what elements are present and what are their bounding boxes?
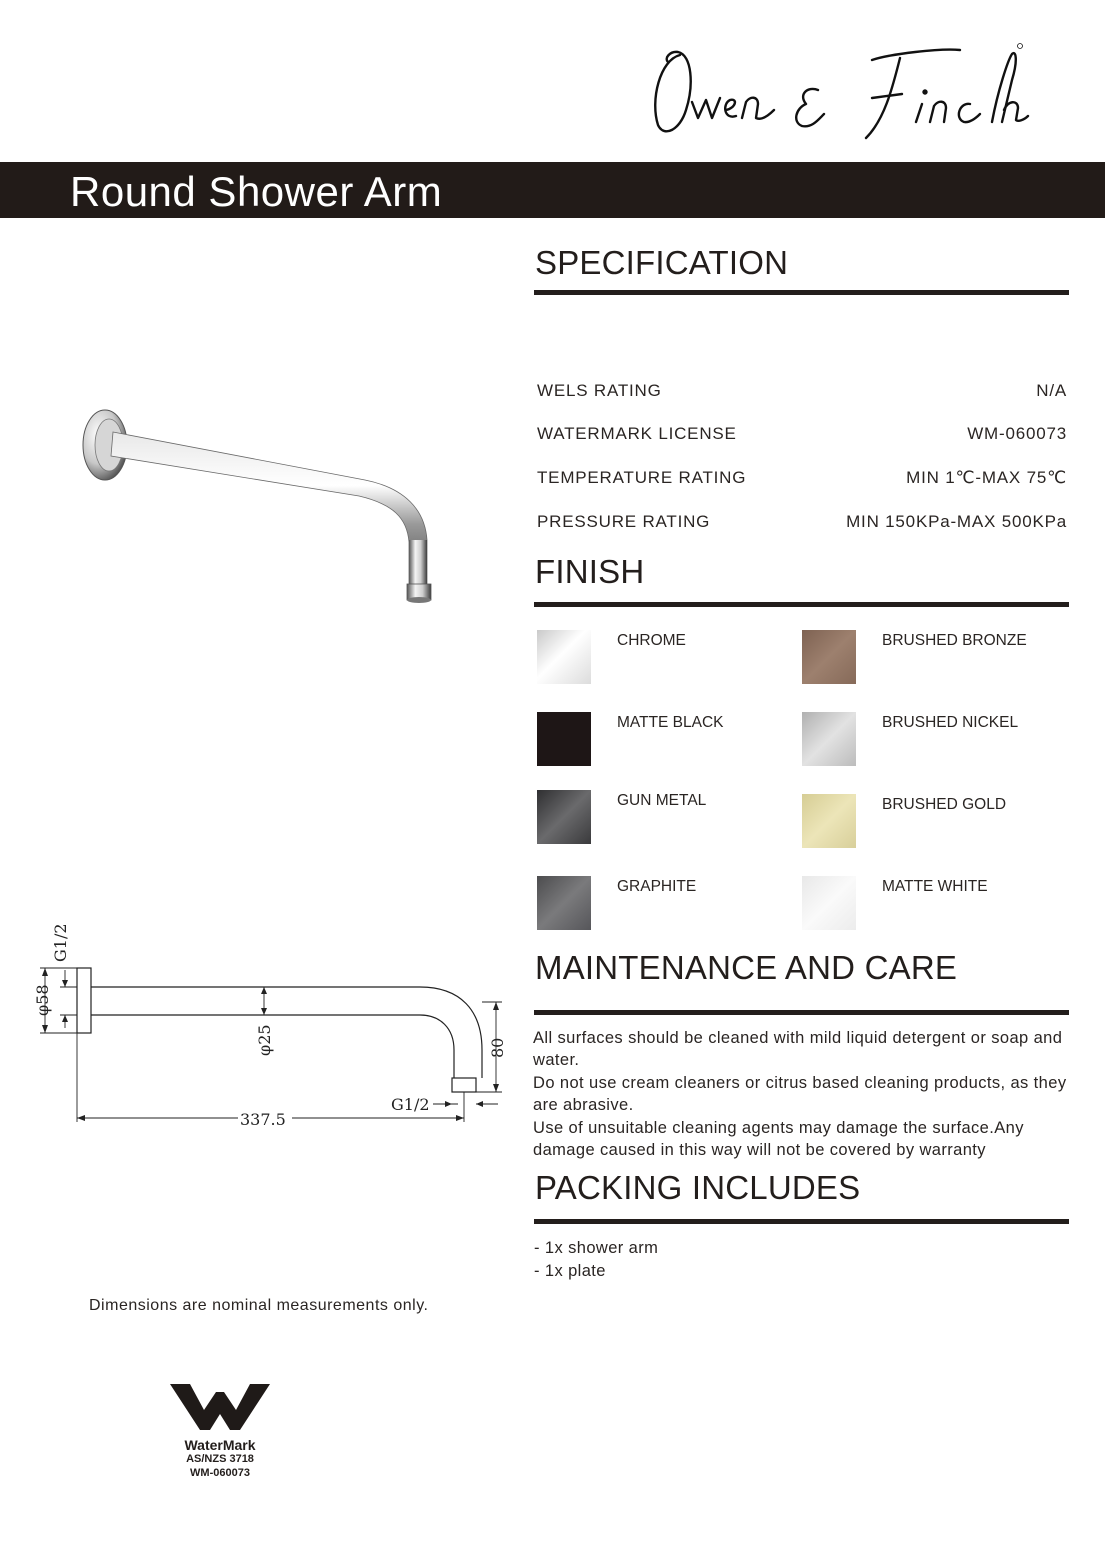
packing-item: - 1x shower arm	[534, 1239, 659, 1257]
watermark-logo	[168, 1380, 272, 1434]
finish-swatch-brushed-gold	[802, 794, 856, 848]
spec-label: WATERMARK LICENSE	[537, 424, 737, 443]
specification-rule	[534, 290, 1069, 295]
finish-swatch-brushed-bronze	[802, 630, 856, 684]
finish-heading: FINISH	[535, 553, 645, 590]
packing-list	[534, 1237, 658, 1282]
finish-swatch-matte-black	[537, 712, 591, 766]
finish-swatch-gun-metal	[537, 790, 591, 844]
finish-label: GUN METAL	[617, 792, 707, 809]
maintenance-text	[533, 1027, 1073, 1161]
finish-label: BRUSHED BRONZE	[882, 632, 1027, 649]
spec-value: MIN 1℃-MAX 75℃	[906, 468, 1067, 487]
finish-label: CHROME	[617, 632, 686, 649]
finish-label: MATTE WHITE	[882, 878, 988, 895]
dim-label-g12-left: G1/2	[51, 923, 70, 962]
specification-heading: SPECIFICATION	[535, 244, 789, 281]
finish-swatch-chrome	[537, 630, 591, 684]
finish-rule	[534, 602, 1069, 607]
packing-rule	[534, 1219, 1069, 1224]
finish-label: BRUSHED GOLD	[882, 796, 1007, 813]
dim-label-d58: φ58	[33, 984, 52, 1016]
product-title: Round Shower Arm	[70, 168, 443, 215]
spec-label: TEMPERATURE RATING	[537, 468, 747, 487]
maintenance-paragraph: Use of unsuitable cleaning agents may damage the surface.Any damage caused in this way will not be covered by warranty	[533, 1118, 1024, 1160]
brand-logo	[640, 30, 1040, 150]
packing-item: - 1x plate	[534, 1261, 606, 1280]
maintenance-heading: MAINTENANCE AND CARE	[535, 949, 958, 986]
dim-label-g12-right: G1/2	[391, 1095, 430, 1114]
finish-swatch-brushed-nickel	[802, 712, 856, 766]
spec-label: WELS RATING	[537, 381, 662, 400]
spec-value: MIN 150KPa-MAX 500KPa	[846, 512, 1067, 531]
finish-swatch-matte-white	[802, 876, 856, 930]
finish-label: MATTE BLACK	[617, 714, 724, 731]
watermark-standard: AS/NZS 3718	[186, 1453, 254, 1465]
dimensions-note: Dimensions are nominal measurements only.	[89, 1297, 429, 1314]
spec-label: PRESSURE RATING	[537, 512, 711, 531]
finish-label: GRAPHITE	[617, 878, 697, 895]
spec-row-pressure	[537, 512, 1067, 536]
finish-label: BRUSHED NICKEL	[882, 714, 1019, 731]
spec-row-temperature	[537, 468, 1067, 492]
dim-label-d25: φ25	[255, 1024, 274, 1056]
maintenance-paragraph: All surfaces should be cleaned with mild liquid detergent or soap and water.	[533, 1029, 1063, 1070]
spec-row-watermark	[537, 424, 1067, 448]
packing-heading: PACKING INCLUDES	[535, 1169, 861, 1206]
product-image	[75, 400, 455, 610]
technical-drawing	[20, 910, 520, 1140]
finish-swatch-graphite	[537, 876, 591, 930]
watermark-name: WaterMark	[184, 1437, 256, 1453]
dim-label-length: 337.5	[240, 1110, 286, 1129]
maintenance-paragraph: Do not use cream cleaners or citrus based cleaning products, as they are abrasive.	[533, 1073, 1067, 1115]
title-bar	[0, 162, 1105, 218]
spec-row-wels	[537, 381, 1067, 405]
maintenance-rule	[534, 1010, 1069, 1015]
spec-value: WM-060073	[967, 424, 1067, 443]
dim-label-80: 80	[488, 1037, 507, 1058]
watermark-license: WM-060073	[190, 1467, 250, 1479]
spec-value: N/A	[1036, 381, 1067, 400]
